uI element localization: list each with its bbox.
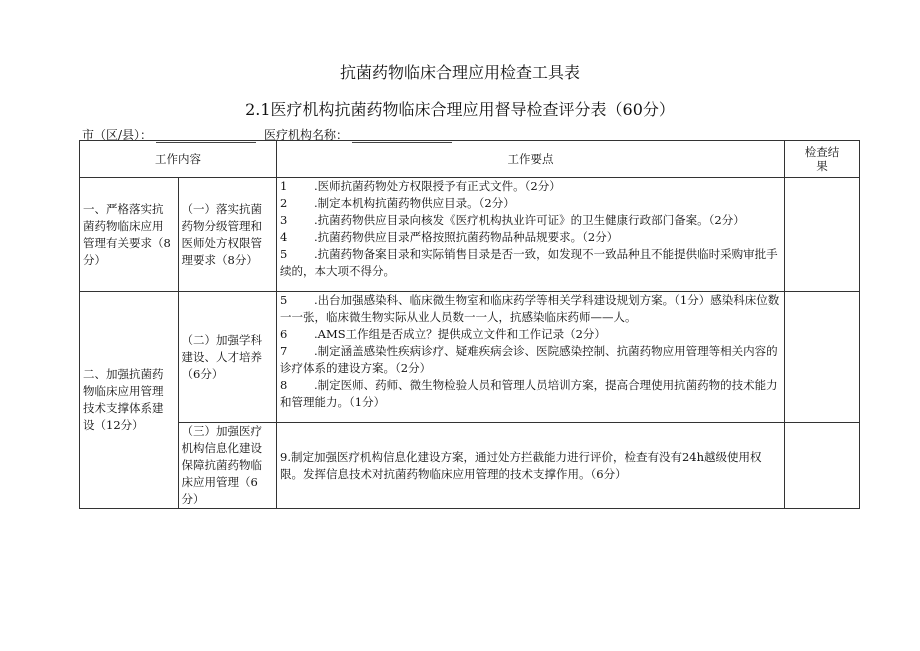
item-number: 9 xyxy=(280,449,288,464)
document-title: 抗菌药物临床合理应用检查工具表 xyxy=(339,63,580,82)
item-number: 8 xyxy=(280,378,288,392)
item-text: .医师抗菌药物处方权限授予有正式文件。（2分） xyxy=(314,179,561,193)
category-text: 一、严格落实抗菌药物临床应用管理有关要求（8分） xyxy=(83,201,171,267)
item-text: .制定加强医疗机构信息化建设方案，通过处方拦截能力进行评价，检查有没有24h越级使用权限。发挥信息技术对抗菌药物临床应用管理的技术支撑作用。（6分） xyxy=(280,449,762,481)
item-number: 1 xyxy=(280,179,288,193)
work-points-list xyxy=(280,178,781,280)
item-number: 6 xyxy=(280,327,288,341)
list-item xyxy=(280,326,781,343)
list-item xyxy=(280,343,781,377)
list-item xyxy=(280,292,781,326)
list-item xyxy=(280,195,781,212)
item-number: 7 xyxy=(280,344,288,358)
table-header-row xyxy=(80,141,860,178)
work-points-cell xyxy=(277,178,785,292)
list-item xyxy=(280,377,781,411)
item-text: .抗菌药物备案目录和实际销售目录是否一致，如发现不一致品种且不能提供临时采购审批手续的，本大项不得分。 xyxy=(280,247,778,278)
subcategory-cell xyxy=(178,423,277,509)
result-cell[interactable] xyxy=(785,292,860,423)
list-item xyxy=(280,246,781,280)
item-text: .制定本机构抗菌药物供应目录。（2分） xyxy=(314,196,515,210)
subcategory-text: （一）落实抗菌药物分级管理和医师处方权限管理要求（8分） xyxy=(181,201,262,267)
list-item xyxy=(280,212,781,229)
category-cell xyxy=(80,178,179,292)
header-work-points: 工作要点 xyxy=(277,141,785,178)
item-text: .制定涵盖感染性疾病诊疗、疑难疾病会诊、医院感染控制、抗菌药物应用管理等相关内容的诊疗体系的建设方案。（2分） xyxy=(280,344,778,375)
org-name-label: 医疗机构名称： xyxy=(264,128,349,142)
inspection-score-table xyxy=(79,140,860,509)
item-number: 4 xyxy=(280,230,288,244)
category-cell xyxy=(80,292,179,509)
item-text: .出台加强感染科、临床微生物室和临床药学等相关学科建设规划方案。（1分）感染科床位数一一张，临床微生物实际从业人员数一一人，抗感染临床药师——人。 xyxy=(280,293,780,324)
item-number: 5 xyxy=(280,247,288,261)
work-points-cell xyxy=(277,423,785,509)
item-text: .抗菌药物供应目录向核发《医疗机构执业许可证》的卫生健康行政部门备案。（2分） xyxy=(314,213,745,227)
result-cell[interactable] xyxy=(785,423,860,509)
item-number: 5 xyxy=(280,293,288,307)
subcategory-cell xyxy=(178,178,277,292)
result-cell[interactable] xyxy=(785,178,860,292)
subcategory-cell xyxy=(178,292,277,423)
table-row xyxy=(80,292,860,423)
list-item xyxy=(280,449,781,483)
subcategory-text: （二）加强学科建设、人才培养（6分） xyxy=(181,332,262,381)
list-item xyxy=(280,178,781,195)
table-row xyxy=(80,423,860,509)
document-subtitle: 2.1医疗机构抗菌药物临床合理应用督导检查评分表（60分） xyxy=(245,100,675,119)
header-result xyxy=(785,141,860,178)
item-text: .制定医师、药师、微生物检验人员和管理人员培训方案，提高合理使用抗菌药物的技术能力和管理能力。（1分） xyxy=(280,378,778,409)
list-item xyxy=(280,229,781,246)
city-label: 市（区/县）： xyxy=(82,128,153,142)
header-work-content: 工作内容 xyxy=(80,141,277,178)
work-points-cell xyxy=(277,292,785,423)
item-number: 2 xyxy=(280,196,288,210)
item-text: .抗菌药物供应目录严格按照抗菌药物品种品规要求。（2分） xyxy=(314,230,619,244)
category-text: 二、加强抗菌药物临床应用管理技术支撑体系建设（12分） xyxy=(83,367,164,432)
item-text: .AMS工作组是否成立？提供成立文件和工作记录（2分） xyxy=(314,327,606,341)
header-result-text: 检查结果 xyxy=(804,145,840,173)
table-row xyxy=(80,178,860,292)
item-number: 3 xyxy=(280,213,288,227)
subcategory-text: （三）加强医疗机构信息化建设保障抗菌药物临床应用管理（6分） xyxy=(181,424,262,506)
work-points-list xyxy=(280,292,781,411)
